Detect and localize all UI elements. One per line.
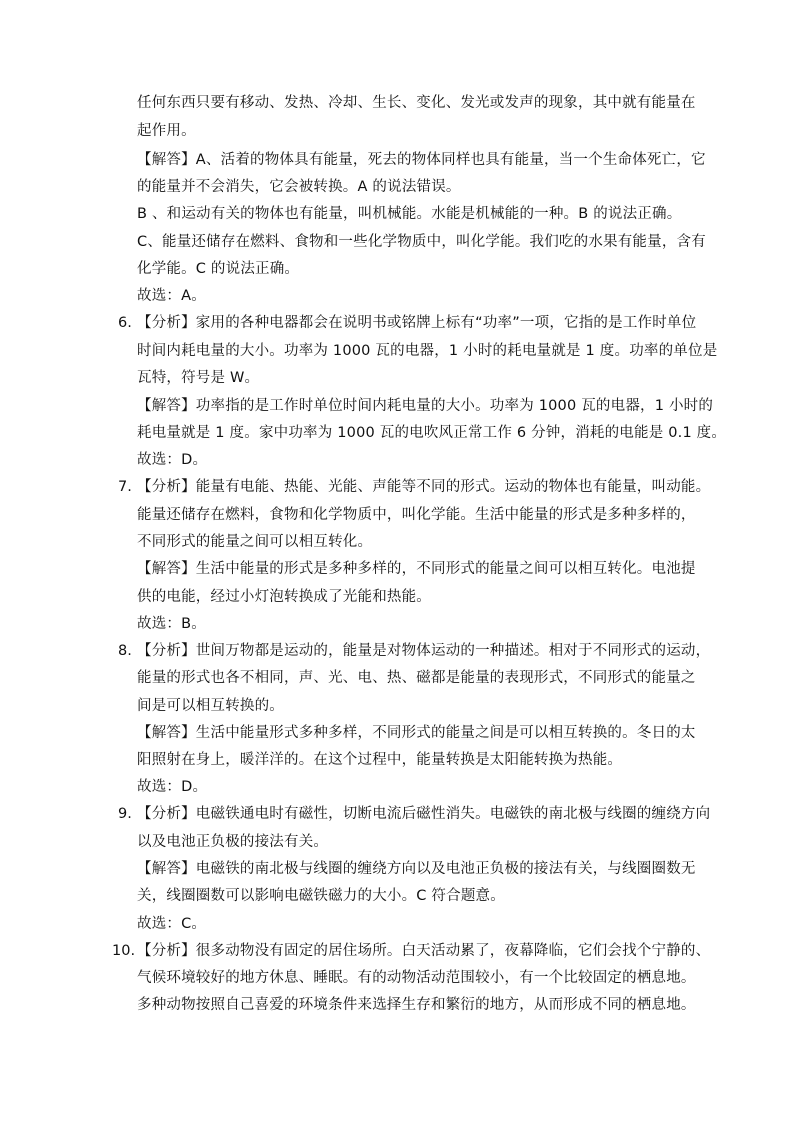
text-line: 关，线圈圈数可以影响电磁铁磁力的大小。C 符合题意。: [137, 888, 505, 904]
text-line: 阳照射在身上，暖洋洋的。在这个过程中，能量转换是太阳能转换为热能。: [137, 752, 623, 768]
text-line: 【分析】很多动物没有固定的居住场所。白天活动累了，夜幕降临，它们会找个宁静的、: [137, 943, 711, 959]
text-line: 故选：A。: [137, 288, 206, 304]
text-line: 故选：D。: [137, 452, 208, 468]
text-line: B 、和运动有关的物体也有能量，叫机械能。水能是机械能的一种。B 的说法正确。: [137, 206, 682, 222]
text-line: 间是可以相互转换的。: [137, 698, 284, 714]
text-line: 以及电池正负极的接法有关。: [137, 834, 329, 850]
text-line: 起作用。: [137, 123, 196, 139]
text-line: 能量的形式也各不相同，声、光、电、热、磁都是能量的表现形式，不同形式的能量之: [137, 670, 696, 686]
question-number: 8.: [118, 643, 132, 659]
text-line: 【解答】电磁铁的南北极与线圈的缠绕方向以及电池正负极的接法有关，与线圈圈数无: [137, 861, 696, 877]
text-line: 【分析】世间万物都是运动的，能量是对物体运动的一种描述。相对于不同形式的运动，: [137, 643, 711, 659]
text-line: 【分析】电磁铁通电时有磁性，切断电流后磁性消失。电磁铁的南北极与线圈的缠绕方向: [137, 806, 711, 822]
text-line: 耗电量就是 1 度。家中功率为 1000 瓦的电吹风正常工作 6 分钟，消耗的电能是 0.1 度。: [137, 425, 727, 441]
text-line: 【解答】生活中能量的形式是多种多样的，不同形式的能量之间可以相互转化。电池提: [137, 561, 696, 577]
text-line: 的能量并不会消失，它会被转换。A 的说法错误。: [137, 179, 461, 195]
text-line: 化学能。C 的说法正确。: [137, 261, 300, 277]
text-line: 【分析】家用的各种电器都会在说明书或铭牌上标有“功率”一项，它指的是工作时单位: [137, 315, 697, 331]
text-line: 多种动物按照自己喜爱的环境条件来选择生存和繁衍的地方，从而形成不同的栖息地。: [137, 997, 696, 1013]
text-line: 能量还储存在燃料，食物和化学物质中，叫化学能。生活中能量的形式是多种多样的，: [137, 507, 696, 523]
text-line: 【解答】A、活着的物体具有能量，死去的物体同样也具有能量，当一个生命体死亡，它: [137, 152, 706, 168]
text-line: 气候环境较好的地方休息、睡眠。有的动物活动范围较小，有一个比较固定的栖息地。: [137, 970, 696, 986]
question-number: 7.: [118, 479, 132, 495]
question-number: 6.: [118, 315, 132, 331]
text-line: 故选：B。: [137, 616, 206, 632]
text-line: 【分析】能量有电能、热能、光能、声能等不同的形式。运动的物体也有能量，叫动能。: [137, 479, 711, 495]
text-line: 故选：C。: [137, 916, 207, 932]
text-line: 不同形式的能量之间可以相互转化。: [137, 534, 373, 550]
text-line: 故选：D。: [137, 779, 208, 795]
text-line: 【解答】功率指的是工作时单位时间内耗电量的大小。功率为 1000 瓦的电器，1 小时的: [137, 398, 714, 414]
text-line: 瓦特，符号是 W。: [137, 370, 260, 386]
text-line: 时间内耗电量的大小。功率为 1000 瓦的电器，1 小时的耗电量就是 1 度。功率的单位是: [137, 343, 718, 359]
text-line: C、能量还储存在燃料、食物和一些化学物质中，叫化学能。我们吃的水果有能量，含有: [137, 234, 706, 250]
text-line: 供的电能，经过小灯泡转换成了光能和热能。: [137, 589, 431, 605]
question-number: 9.: [118, 806, 132, 822]
text-line: 任何东西只要有移动、发热、冷却、生长、变化、发光或发声的现象，其中就有能量在: [137, 95, 696, 111]
question-number: 10.: [112, 943, 136, 959]
text-line: 【解答】生活中能量形式多种多样，不同形式的能量之间是可以相互转换的。冬日的太: [137, 725, 696, 741]
